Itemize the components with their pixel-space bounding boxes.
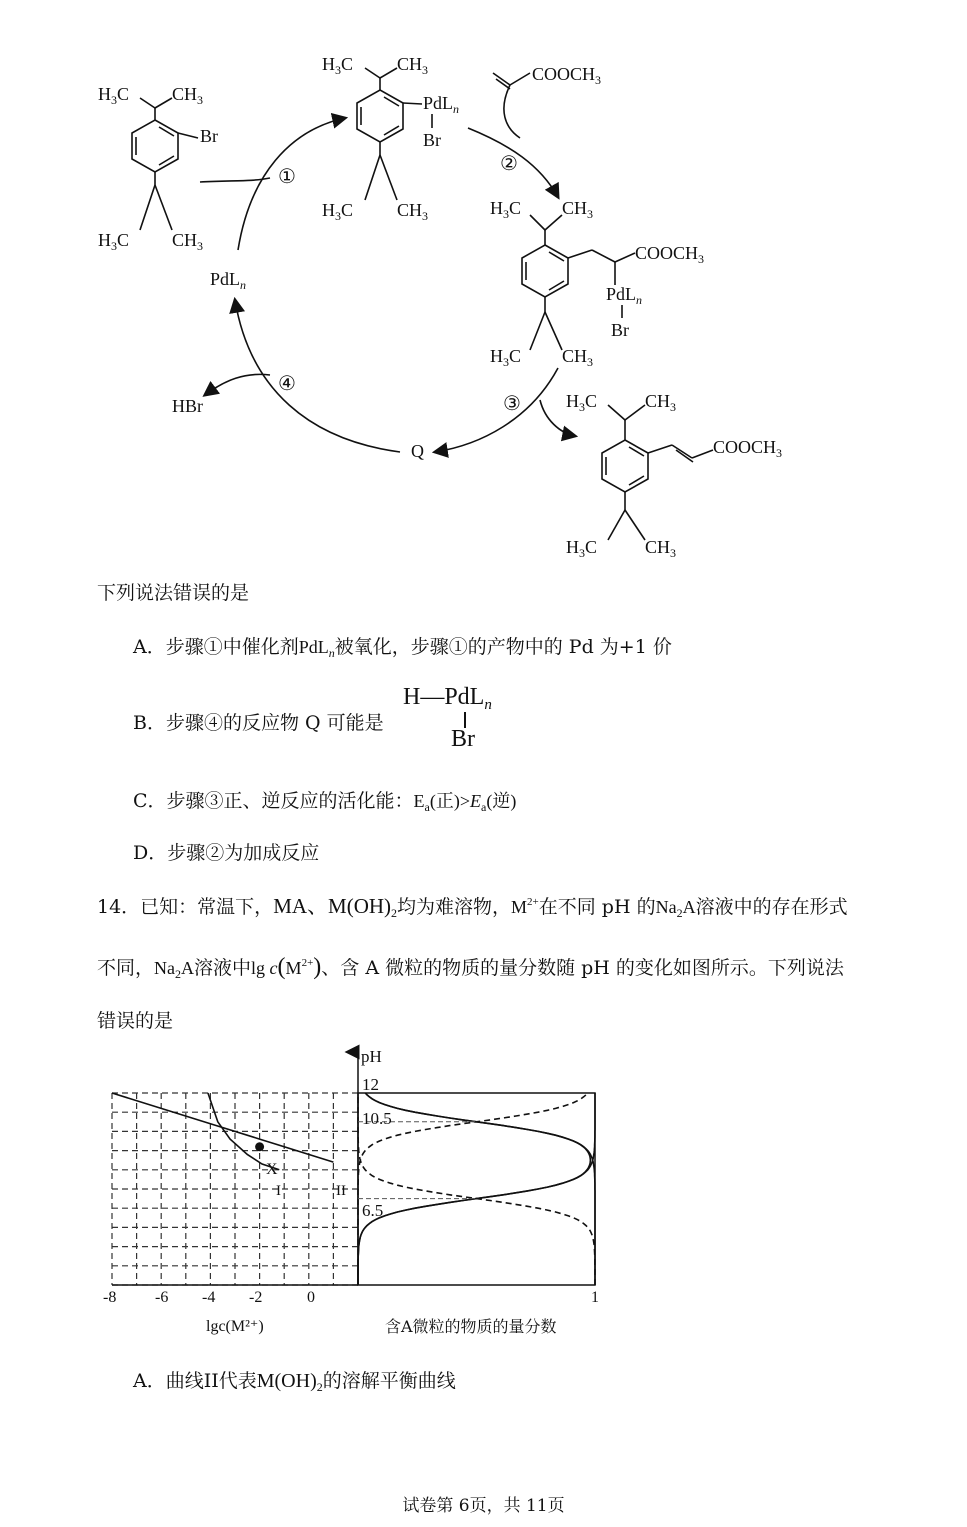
svg-text:Br: Br [611, 320, 629, 340]
page-footer: 试卷第 6页，共 11页 [402, 1496, 565, 1516]
svg-text:CH3: $CH_3$ [397, 54, 429, 77]
right-xlabel: 含A微粒的物质的量分数 [385, 1317, 557, 1336]
ytick-12: 12 [362, 1075, 379, 1094]
svg-text:H3C: $H_3C$ [98, 84, 130, 107]
xtick-1: -6 [155, 1289, 169, 1306]
step-2-label: ② [500, 153, 518, 175]
svg-text:CH3: $CH_3$ [397, 200, 429, 223]
xtick-2: -4 [202, 1289, 216, 1306]
chart-ylabel: pH [361, 1047, 382, 1066]
xtick-4: 0 [307, 1289, 315, 1306]
svg-text:H3C: $H_3C$ [490, 198, 522, 221]
br-below-pd: Br [451, 726, 475, 752]
solubility-distribution-chart [95, 1040, 615, 1340]
q14-line-1: 14．已知：常温下，MA、$M(OH)_2$均为难溶物，$M^{2+}$在不同 pH 的$Na_2A$溶液中的存在形式 [97, 894, 848, 920]
svg-text:Br: Br [423, 130, 441, 150]
svg-text:COOCH3: $COOCH_3$ [635, 243, 705, 266]
q14-option-a[interactable]: A．曲线II代表$M(OH)_2$的溶解平衡曲线 [133, 1370, 456, 1394]
q14-line-2: 不同，$Na_2A$溶液中$\lg c(M^{2+})$、含 A 微粒的物质的量分数随 pH 的变化如图所示。下列说法 [97, 954, 844, 981]
svg-text:CH3: $CH_3$ [172, 230, 204, 253]
ytick-6-5: 6.5 [362, 1201, 384, 1220]
point-x [255, 1142, 264, 1151]
xtick-0: -8 [103, 1289, 117, 1306]
step-4-label: ④ [278, 373, 296, 395]
catalyst-label: PdL$_n$ [210, 269, 247, 292]
svg-text:CH3: $CH_3$ [562, 346, 594, 369]
q-label: Q [411, 441, 424, 461]
arrow-4-output [205, 374, 270, 395]
svg-text:H3C: $H_3C$ [98, 230, 130, 253]
coupling-product-molecule [602, 405, 713, 540]
q14-line-3: 错误的是 [97, 1010, 174, 1032]
point-x-label: X [266, 1161, 278, 1178]
svg-text:COOCH3: $COOCH_3$ [532, 64, 602, 87]
svg-text:H3C: $H_3C$ [322, 200, 354, 223]
svg-text:CH3: $CH_3$ [172, 84, 204, 107]
hbr-label: HBr [172, 396, 203, 416]
q13-option-b[interactable]: B．步骤④的反应物 Q 可能是 [133, 712, 384, 734]
curve-ii-label: II [336, 1183, 346, 1199]
svg-text:PdLn: PdL$_n$ [606, 284, 643, 307]
arrow-2-input [504, 85, 520, 138]
br-label: Br [200, 126, 218, 146]
xtick-3: -2 [249, 1289, 263, 1306]
aryl-bromide-molecule [132, 98, 198, 230]
cycle-arc-bottom-right [435, 368, 558, 452]
svg-text:CH3: $CH_3$ [562, 198, 594, 221]
svg-text:CH3: $CH_3$ [645, 537, 677, 560]
svg-text:H3C: $H_3C$ [490, 346, 522, 369]
q13-stem: 下列说法错误的是 [97, 582, 250, 604]
svg-text:COOCH3: $COOCH_3$ [713, 437, 783, 460]
ytick-10-5: 10.5 [362, 1109, 392, 1128]
step-1-label: ① [278, 166, 296, 188]
h-pd-br-formula: H—PdL$_n$ [403, 684, 492, 713]
q13-option-d[interactable]: D．步骤②为加成反应 [133, 842, 320, 864]
cycle-arc-bottom-left [235, 300, 400, 452]
svg-text:H3C: $H_3C$ [322, 54, 354, 77]
curve-i-label: I [276, 1183, 281, 1199]
xtick-right-1: 1 [591, 1289, 599, 1306]
svg-text:PdLn: PdL$_n$ [423, 93, 460, 116]
curve-II [112, 1093, 333, 1162]
methyl-acrylate-molecule [493, 73, 530, 89]
left-xlabel: lgc(M²⁺) [206, 1318, 264, 1335]
aryl-palladium-molecule [357, 68, 432, 200]
svg-text:H3C: $H_3C$ [566, 391, 598, 414]
catalytic-cycle-scheme [0, 0, 967, 570]
q13-option-a[interactable]: A．步骤①中催化剂PdL$_n$被氧化，步骤①的产物中的 Pd 为+1 价 [133, 636, 672, 660]
q13-option-c[interactable]: C．步骤③正、逆反应的活化能：$E_a$(正)$>E_a$(逆) [133, 790, 517, 814]
step-3-label: ③ [503, 393, 521, 415]
svg-text:H3C: $H_3C$ [566, 537, 598, 560]
svg-text:CH3: $CH_3$ [645, 391, 677, 414]
arrow-1-input [200, 178, 270, 182]
